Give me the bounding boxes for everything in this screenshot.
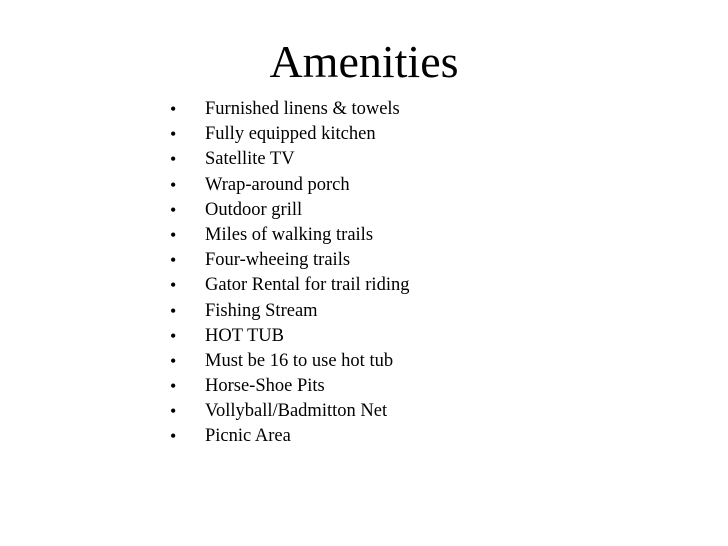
bullet-icon: • — [170, 426, 177, 447]
list-item-text: Fully equipped kitchen — [205, 124, 376, 145]
slide-title: Amenities — [269, 36, 459, 87]
list-item-text: Outdoor grill — [205, 199, 303, 220]
list-item-text: Furnished linens & towels — [205, 99, 400, 119]
bullet-icon: • — [170, 250, 177, 271]
bullet-icon: • — [170, 401, 177, 422]
bullet-icon: • — [170, 174, 177, 195]
bullet-icon: • — [170, 300, 177, 321]
list-item-text: Must be 16 to use hot tub — [205, 350, 394, 371]
list-item-text: Miles of walking trails — [205, 224, 374, 245]
bullet-icon: • — [170, 376, 177, 397]
bullet-icon: • — [170, 149, 177, 170]
list-item-text: Picnic Area — [205, 426, 291, 447]
list-item-text: Horse-Shoe Pits — [205, 376, 325, 397]
bullet-icon: • — [170, 99, 177, 119]
bullet-icon: • — [170, 350, 177, 371]
bullet-icon: • — [170, 199, 177, 220]
bullet-icon: • — [170, 224, 177, 245]
list-item-text: HOT TUB — [205, 325, 284, 346]
list-item-text: Fishing Stream — [205, 300, 318, 321]
list-item-text: Wrap-around porch — [205, 174, 350, 195]
list-item-text: Vollyball/Badmitton Net — [205, 401, 388, 422]
list-item-text: Gator Rental for trail riding — [205, 275, 410, 296]
bullet-icon: • — [170, 325, 177, 346]
list-item-text: Four-wheeing trails — [205, 250, 351, 271]
bullet-icon: • — [170, 124, 177, 145]
list-item-text: Satellite TV — [205, 149, 295, 170]
bullet-icon: • — [170, 275, 177, 296]
